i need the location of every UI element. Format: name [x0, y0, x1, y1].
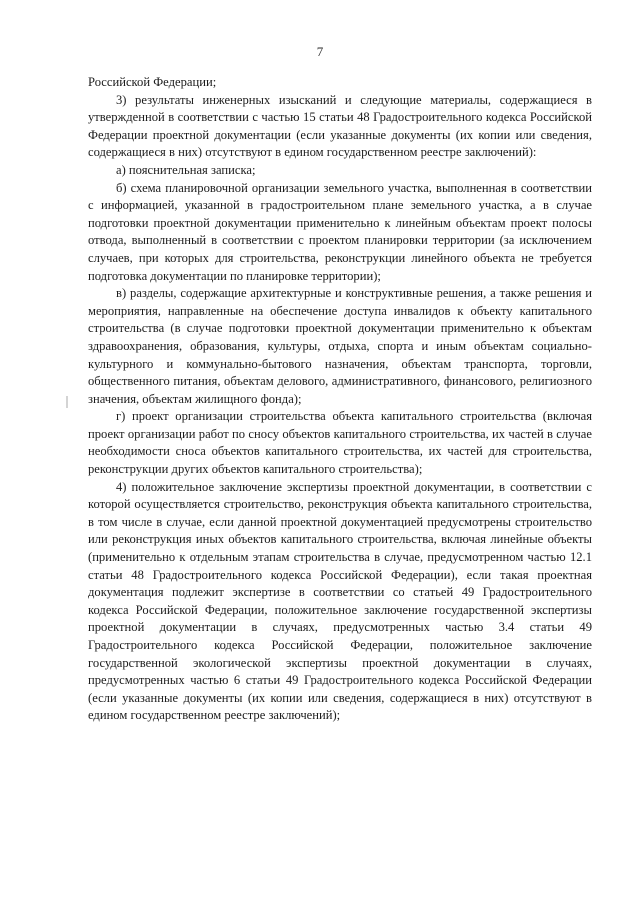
scan-mark [66, 396, 68, 408]
paragraph-item-3b: б) схема планировочной организации земельного участка, выполненная в соответствии с информацией, указанной в градостроительном плане земельного участка, а в случае подготовки проектной документации применительно к линейным объектам проект полосы отвода, выполненный в соответствии с проектом планировки территории (за исключением случаев, при которых для строительства, реконструкции линейного объекта не требуется подготовка документации по планировке территории); [88, 180, 592, 283]
paragraph-item-4: 4) положительное заключение экспертизы проектной документации, в соответствии с которой осуществляется строительство, реконструкция объекта капитального строительства, в том числе в случае, если данной проектной документацией предусмотрены строительство или реконструкция иных объектов капитального строительства, включая линейные объекты (применительно к отдельным этапам строительства в случае, предусмотренном частью 12.1 статьи 48 Градостроительного кодекса Российской Федерации), если такая проектная документация подлежит экспертизе в соответствии со статьей 49 Градостроительного кодекса Российской Федерации, положительное заключение государственной экспертизы проектной документации в случаях, предусмотренных частью 3.4 статьи 49 Градостроительного кодекса Российской Федерации, положительное заключение государственной экологической экспертизы проектной документации в случаях, предусмотренных частью 6 статьи 49 Градостроительного кодекса Российской Федерации (если указанные документы (их копии или сведения, содержащиеся в них) отсутствуют в едином государственном реестре заключений); [88, 479, 592, 723]
paragraph-item-3a: а) пояснительная записка; [116, 162, 256, 177]
page-number: 7 [316, 44, 324, 59]
paragraph-item-3g: г) проект организации строительства объекта капитального строительства (включая проект организации работ по сносу объектов капитального строительства, их частей в случае необходимости сноса объектов капитального строительства, их частей для строительства, реконструкции других объектов капитального строительства); [88, 409, 592, 477]
paragraph-item-3v: в) разделы, содержащие архитектурные и конструктивные решения, а также решения и мероприятия, направленные на обеспечение доступа инвалидов к объекту капитального строительства (в случае подготовки проектной документации применительно к объектам здравоохранения, образования, культуры, отдыха, спорта и иным объектам социально-культурного и коммунально-бытового назначения, объектам транспорта, торговли, общественного питания, объектам делового, административного, финансового, религиозного значения, объектам жилищного фонда); [88, 286, 592, 406]
document-body [88, 74, 592, 725]
paragraph-item-3: 3) результаты инженерных изысканий и следующие материалы, содержащиеся в утвержденной в соответствии с частью 15 статьи 48 Градостроительного кодекса Российской Федерации проектной документации (если указанные документы (их копии или сведения, содержащиеся в них) отсутствуют в едином государственном реестре заключений): [88, 92, 592, 160]
paragraph-continuation: Российской Федерации; [88, 75, 217, 89]
